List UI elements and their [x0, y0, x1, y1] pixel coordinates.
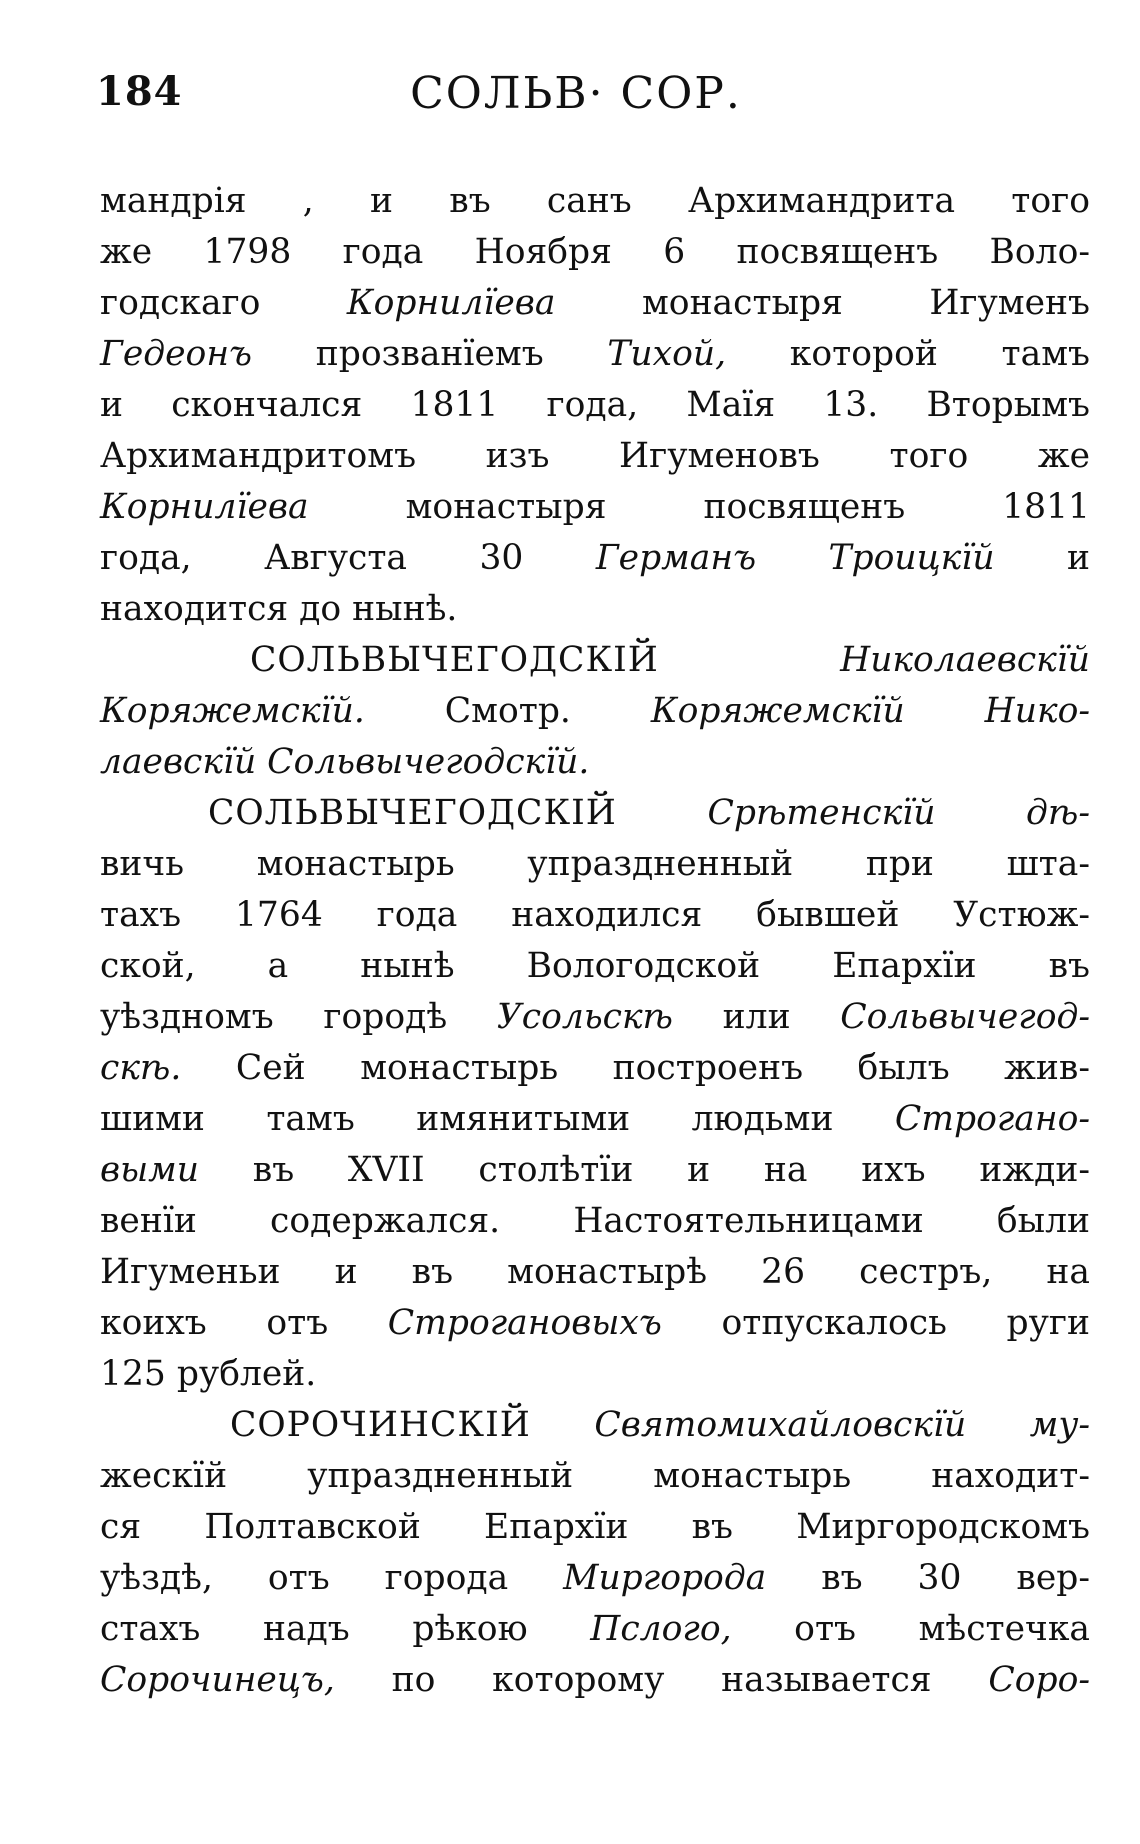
italic-name: выми [100, 1150, 200, 1190]
italic-name: Корнилїева [100, 487, 309, 527]
text-line: лаевскїй Сольвычегодскїй. [100, 742, 590, 782]
text-line [100, 635, 1090, 686]
italic-name: Гедеонъ [100, 334, 253, 374]
page-number: 184 [96, 68, 183, 115]
italic-name: Святомихайловскїй му- [530, 1405, 1090, 1445]
text-line: Гедеонъ прозванїемъ Тихой, которой тамъ [100, 334, 1090, 374]
entry-paragraph [100, 635, 1090, 788]
text-line: тахъ 1764 года находился бывшей Устюж- [100, 895, 1090, 935]
text-line: Сорочинецъ, по которому называется Соро- [100, 1660, 1090, 1700]
italic-name: Сольвычегод- [840, 997, 1090, 1037]
italic-name: Усольскѣ [496, 997, 673, 1037]
paragraph-continuation [100, 176, 1090, 635]
text-line: скѣ. Сей монастырь построенъ былъ жив- [100, 1048, 1090, 1088]
italic-name: Срѣтенскїй дѣ- [616, 793, 1090, 833]
italic-name: Сорочинецъ, [100, 1660, 335, 1700]
text-line: выми въ XVII столѣтїи и на ихъ ижди- [100, 1150, 1090, 1190]
page-header [96, 68, 1056, 128]
text-line: уѣздномъ городѣ Усольскѣ или Сольвычегод- [100, 997, 1090, 1037]
text-line: мандрія , и въ санъ Архимандрита того [100, 181, 1090, 221]
text-line: годскаго Корнилїева монастыря Игуменъ [100, 283, 1090, 323]
text-line: ся Полтавской Епархїи въ Миргородскомъ [100, 1507, 1090, 1547]
text-line: шими тамъ имянитыми людьми Строгано- [100, 1099, 1090, 1139]
italic-name: Строгановыхъ [387, 1303, 662, 1343]
text-line: ской, а нынѣ Вологодской Епархїи въ [100, 946, 1090, 986]
italic-name: Строгано- [894, 1099, 1090, 1139]
text-line: вичь монастырь упраздненный при шта- [100, 844, 1090, 884]
entry-headword: СОЛЬВЫЧЕГОДСКIЙ [208, 793, 617, 833]
text-line: же 1798 года Ноября 6 посвященъ Воло- [100, 232, 1090, 272]
italic-name: Миргорода [563, 1558, 767, 1598]
text-line: жескїй упраздненный монастырь находит- [100, 1456, 1090, 1496]
entry-headword: СОЛЬВЫЧЕГОДСКIЙ [250, 640, 659, 680]
italic-name: Коряжемскїй. [100, 691, 365, 731]
text-line: Игуменьи и въ монастырѣ 26 сестръ, на [100, 1252, 1090, 1292]
italic-name: Соро- [988, 1660, 1090, 1700]
text-line: уѣздѣ, отъ города Миргорода въ 30 вер- [100, 1558, 1090, 1598]
italic-name: Корнилїева [346, 283, 556, 323]
text-line [100, 1400, 1090, 1451]
entry-headword: СОРОЧИНСКIЙ [230, 1405, 531, 1445]
text-line: Коряжемскїй. Смотр. Коряжемскїй Нико- [100, 691, 1090, 731]
text-line: венїи содержался. Настоятельницами были [100, 1201, 1090, 1241]
italic-name: скѣ. [100, 1048, 182, 1088]
italic-name: Коряжемскїй Нико- [650, 691, 1090, 731]
text-line [100, 788, 1090, 839]
italic-name: Николаевскїй [658, 640, 1090, 680]
text-line: 125 рублей. [100, 1354, 317, 1394]
body-text [100, 176, 1090, 1706]
text-line: и скончался 1811 года, Маїя 13. Вторымъ [100, 385, 1090, 425]
running-head: СОЛЬВ· СОР. [410, 68, 742, 119]
text-line: Архимандритомъ изъ Игуменовъ того же [100, 436, 1090, 476]
text-line: коихъ отъ Строгановыхъ отпускалось руги [100, 1303, 1090, 1343]
entry-paragraph [100, 1400, 1090, 1706]
text-line: Корнилїева монастыря посвященъ 1811 [100, 487, 1090, 527]
italic-name: Тихой, [607, 334, 727, 374]
text-line: находится до нынѣ. [100, 589, 458, 629]
text-line: года, Августа 30 Германъ Троицкїй и [100, 538, 1091, 578]
entry-paragraph [100, 788, 1090, 1400]
text-line: стахъ надъ рѣкою Пслого, отъ мѣстечка [100, 1609, 1090, 1649]
italic-name: Пслого, [590, 1609, 732, 1649]
italic-name: Германъ Троицкїй [595, 538, 995, 578]
